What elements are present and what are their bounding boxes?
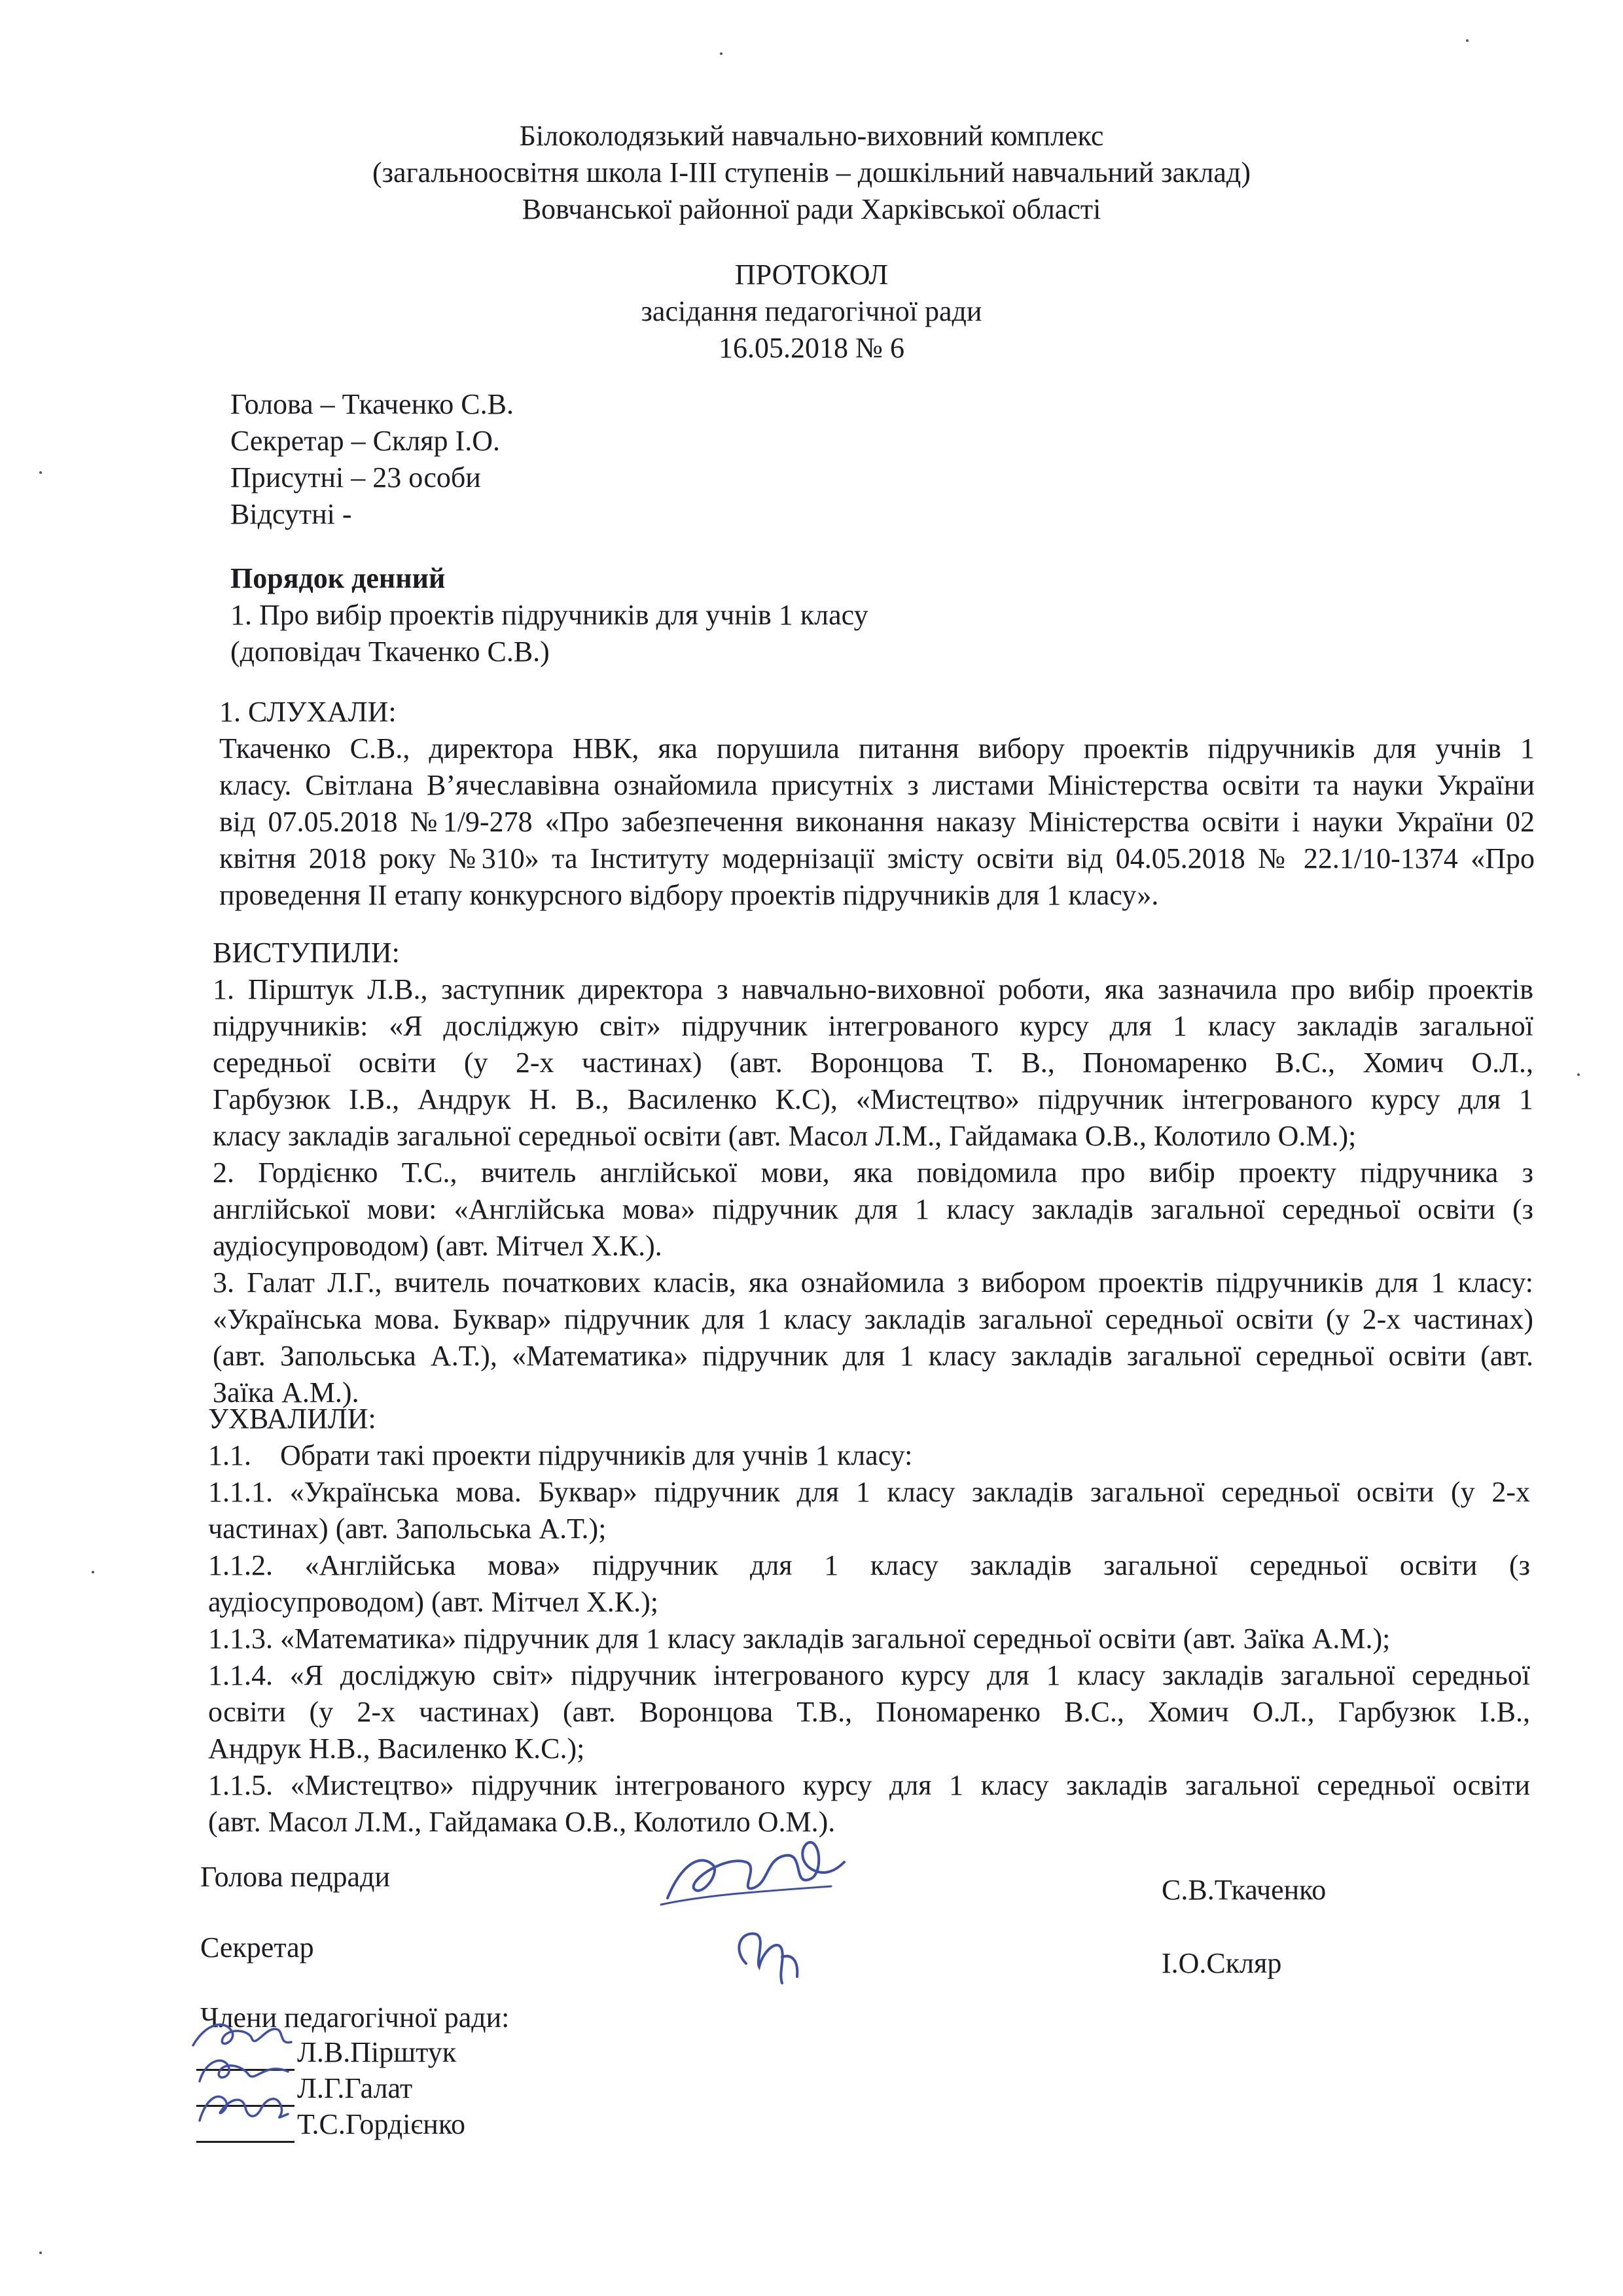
members-label: Члени педагогічної ради: <box>200 2001 510 2034</box>
heard-line: квітня 2018 року №310» та Інституту модернізації змісту освіти від 04.05.2018 № 22.1/10-1374 «Про <box>219 842 1535 874</box>
member-name: Л.Г.Галат <box>297 2072 413 2104</box>
member-name: Л.В.Пірштук <box>297 2036 457 2068</box>
org-line: Білоколодязький навчально-виховний комплекс <box>519 120 1104 152</box>
spoke-line: 1. Пірштук Л.В., заступник директора з навчально-виховної роботи, яка зазначила про вибір проектів <box>213 973 1533 1005</box>
secretary-signature-label: Секретар <box>200 1931 314 1964</box>
resolved-line: аудіосупроводом) (авт. Мітчел Х.К.); <box>208 1586 658 1618</box>
heard-line: проведення ІІ етапу конкурсного відбору проектів підручників для 1 класу». <box>219 879 1159 911</box>
heard-line: класу. Світлана В’ячеславівна ознайомила присутніх з листами Міністерства освіти та науки України <box>219 769 1535 801</box>
document-subject: засідання педагогічної ради <box>641 295 982 327</box>
scan-speck <box>39 2251 42 2254</box>
spoke-section <box>213 935 1533 1411</box>
document-title-block <box>0 257 1623 367</box>
chair-line: Голова – Ткаченко С.В. <box>230 388 514 420</box>
spoke-line: класу закладів загальної середньої освіти (авт. Масол Л.М., Гайдамака О.В., Колотило О.М.); <box>213 1120 1357 1152</box>
resolved-line: 1.1. Обрати такі проекти підручників для учнів 1 класу: <box>208 1439 913 1471</box>
spoke-line: Заїка А.М.). <box>213 1376 359 1408</box>
resolved-line: 1.1.4. «Я досліджую світ» підручник інтегрованого курсу для 1 класу закладів загальної середньої <box>208 1659 1530 1691</box>
spoke-line: середньої освіти (у 2-х частинах) (авт. Воронцова Т. В., Пономаренко В.С., Хомич О.Л., <box>213 1047 1533 1079</box>
secretary-signature <box>720 1911 825 1990</box>
scan-speck <box>720 52 722 55</box>
org-line: Вовчанської районної ради Харківської області <box>522 193 1101 225</box>
agenda-heading: Порядок денний <box>230 562 446 594</box>
resolved-line: 1.1.2. «Англійська мова» підручник для 1 класу закладів загальної середньої освіти (з <box>208 1549 1530 1581</box>
absent-line: Відсутні - <box>230 498 352 530</box>
member-signature-gordienko <box>190 2081 301 2134</box>
spoke-line: 3. Галат Л.Г., вчитель початкових класів, яка ознайомила з вибором проектів підручників для 1 класу: <box>213 1266 1533 1299</box>
spoke-line: (авт. Запольська А.Т.), «Математика» підручник для 1 класу закладів загальної середньої освіти (авт. <box>213 1340 1533 1372</box>
resolved-section <box>208 1401 1530 1840</box>
secretary-line: Секретар – Скляр І.О. <box>230 425 500 457</box>
resolved-line: 1.1.1. «Українська мова. Буквар» підручник для 1 класу закладів загальної середньої освіти (у 2-х <box>208 1476 1530 1508</box>
member-name: Т.С.Гордієнко <box>297 2108 465 2140</box>
secretary-signature-name: І.О.Скляр <box>1162 1947 1282 1979</box>
resolved-line: 1.1.5. «Мистецтво» підручник інтегрованого курсу для 1 класу закладів загальної середньої освіти <box>208 1769 1530 1801</box>
resolved-heading: УХВАЛИЛИ: <box>208 1403 376 1435</box>
heard-line: Ткаченко С.В., директора НВК, яка порушила питання вибору проектів підручників для учнів 1 <box>219 732 1535 764</box>
chair-signature-label: Голова педради <box>200 1861 391 1893</box>
document-type: ПРОТОКОЛ <box>734 259 889 291</box>
chair-signature-name: С.В.Ткаченко <box>1162 1874 1327 1906</box>
agenda-block <box>230 560 1533 670</box>
scan-speck <box>1577 1073 1580 1076</box>
spoke-line: Гарбузюк І.В., Андрук Н. В., Василенко К.С), «Мистецтво» підручник інтегрованого курсу для 1 <box>213 1083 1533 1115</box>
spoke-line: аудіосупроводом) (авт. Мітчел Х.К.). <box>213 1230 662 1262</box>
resolved-line: Андрук Н.В., Василенко К.С.); <box>208 1732 585 1765</box>
organization-header <box>0 118 1623 228</box>
resolved-line: 1.1.3. «Математика» підручник для 1 класу закладів загальної середньої освіти (авт. Заїка А.М.); <box>208 1623 1391 1655</box>
spoke-line: англійської мови: «Англійська мова» підручник для 1 класу закладів загальної середньої освіти (з <box>213 1193 1533 1225</box>
scan-speck <box>1466 39 1469 42</box>
resolved-line: (авт. Масол Л.М., Гайдамака О.В., Колотило О.М.). <box>208 1806 836 1838</box>
document-date-number: 16.05.2018 № 6 <box>719 332 904 364</box>
spoke-heading: ВИСТУПИЛИ: <box>213 937 400 969</box>
org-line: (загальноосвітня школа І-ІІІ ступенів – дошкільний навчальний заклад) <box>372 156 1251 188</box>
agenda-item: 1. Про вибір проектів підручників для учнів 1 класу <box>230 599 868 631</box>
scan-speck <box>92 1571 94 1573</box>
spoke-line: підручників: «Я досліджую світ» підручник інтегрованого курсу для 1 класу закладів загальної <box>213 1010 1533 1042</box>
attendance-block <box>230 386 1533 533</box>
present-line: Присутні – 23 особи <box>230 461 481 493</box>
resolved-line: частинах) (авт. Запольська А.Т.); <box>208 1513 607 1545</box>
heard-heading: 1. СЛУХАЛИ: <box>219 696 397 728</box>
agenda-speaker: (доповідач Ткаченко С.В.) <box>230 636 550 668</box>
spoke-line: 2. Гордієнко Т.С., вчитель англійської мови, яка повідомила про вибір проекту підручника з <box>213 1157 1533 1189</box>
heard-section <box>219 694 1535 914</box>
scan-speck <box>39 471 42 474</box>
heard-line: від 07.05.2018 №1/9-278 «Про забезпечення виконання наказу Міністерства освіти і науки України 02 <box>219 806 1535 838</box>
resolved-line: освіти (у 2-х частинах) (авт. Воронцова Т.В., Пономаренко В.С., Хомич О.Л., Гарбузюк І.В., <box>208 1696 1530 1728</box>
chair-signature <box>654 1826 851 1924</box>
spoke-line: «Українська мова. Буквар» підручник для 1 класу закладів загальної середньої освіти (у 2-х частинах) <box>213 1303 1533 1335</box>
